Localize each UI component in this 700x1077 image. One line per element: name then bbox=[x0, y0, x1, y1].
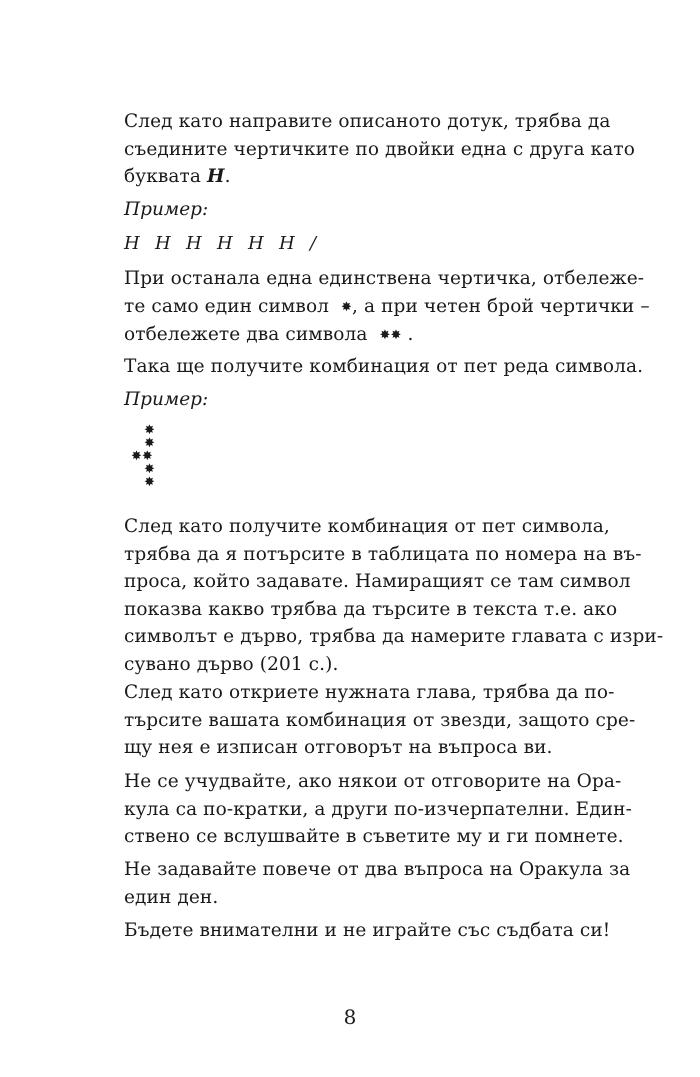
text-line bbox=[124, 321, 604, 350]
dash-pair: Н bbox=[248, 233, 264, 254]
paragraph-4 bbox=[124, 513, 664, 678]
dash-pair: Н bbox=[155, 233, 171, 254]
text-line: При останала една единствена чертичка, отбележе- bbox=[124, 268, 645, 289]
dash-pairs-row bbox=[124, 233, 341, 254]
text-line bbox=[124, 293, 650, 322]
text-line: Не се учудвайте, ако някои от отговорите на Ора- bbox=[124, 771, 622, 792]
text-line: проса, който задавате. Намиращият се там символ bbox=[124, 571, 631, 592]
double-star-symbol-icon: ✸✸ bbox=[379, 328, 402, 343]
symbol-row: ✸ bbox=[144, 475, 155, 490]
text-line-part: , а при четен брой чертички – bbox=[352, 295, 650, 317]
paragraph-2 bbox=[124, 265, 650, 350]
example-label-1: Пример: bbox=[124, 199, 209, 220]
page-number: 8 bbox=[343, 1005, 357, 1029]
text-line: сувано дърво (201 с.). bbox=[124, 653, 339, 675]
paragraph-7 bbox=[124, 856, 631, 911]
paragraph-8 bbox=[124, 917, 611, 945]
text-line: щу нея е изписан отговорът на въпроса ви. bbox=[124, 737, 553, 758]
dash-pair: Н bbox=[279, 233, 295, 254]
text-line: След като направите описаното дотук, трябва да bbox=[124, 111, 611, 132]
text-line: След като получите комбинация от пет символа, bbox=[124, 516, 610, 537]
symbol-row: ✸ bbox=[144, 462, 155, 477]
dash-pair: Н bbox=[217, 233, 233, 254]
paragraph-1 bbox=[124, 108, 636, 191]
text-line-part: . bbox=[224, 166, 231, 187]
symbol-row: ✸ bbox=[144, 423, 155, 438]
text-line: Така ще получите комбинация от пет реда символа. bbox=[124, 356, 644, 377]
dash-single: / bbox=[310, 233, 317, 254]
text-line: показва какво трябва да търсите в текста т.е. ако bbox=[124, 598, 618, 620]
text-line-part: те само един символ bbox=[124, 295, 330, 317]
bold-letter: Н bbox=[206, 166, 225, 187]
symbol-row: ✸✸ bbox=[131, 449, 153, 464]
text-line bbox=[124, 163, 604, 191]
text-line: съедините чертичките по двойки една с друга като bbox=[124, 138, 636, 160]
text-line: След като откриете нужната глава, трябва да по- bbox=[124, 682, 615, 703]
paragraph-5 bbox=[124, 679, 636, 762]
text-line-part: . bbox=[407, 324, 414, 345]
text-line: търсите вашата комбинация от звезди, защото сре- bbox=[124, 709, 636, 731]
text-line-part: буквата bbox=[124, 166, 207, 187]
text-line: кула са по-кратки, а други по-изчерпателни. Един- bbox=[124, 798, 632, 820]
text-line: Не задавайте повече от два въпроса на Оракула за bbox=[124, 859, 631, 880]
text-line: Бъдете внимателни и не играйте със съдбата си! bbox=[124, 920, 611, 941]
text-line: един ден. bbox=[124, 886, 219, 908]
dash-pair: Н bbox=[186, 233, 202, 254]
example-label-2: Пример: bbox=[124, 389, 209, 410]
text-line: ствено се вслушвайте в съветите му и ги помнете. bbox=[124, 826, 624, 847]
paragraph-6 bbox=[124, 768, 632, 851]
dash-pair: Н bbox=[124, 233, 140, 254]
text-line-part: отбележете два символа bbox=[124, 324, 368, 345]
text-line: символът е дърво, трябва да намерите главата с изри- bbox=[124, 626, 664, 647]
star-symbol-icon: ✸ bbox=[341, 299, 352, 315]
text-line: трябва да я потърсите в таблицата по номера на въ- bbox=[124, 543, 642, 565]
symbol-row: ✸ bbox=[144, 436, 155, 451]
paragraph-3 bbox=[124, 353, 644, 381]
symbol-combination bbox=[130, 424, 170, 494]
